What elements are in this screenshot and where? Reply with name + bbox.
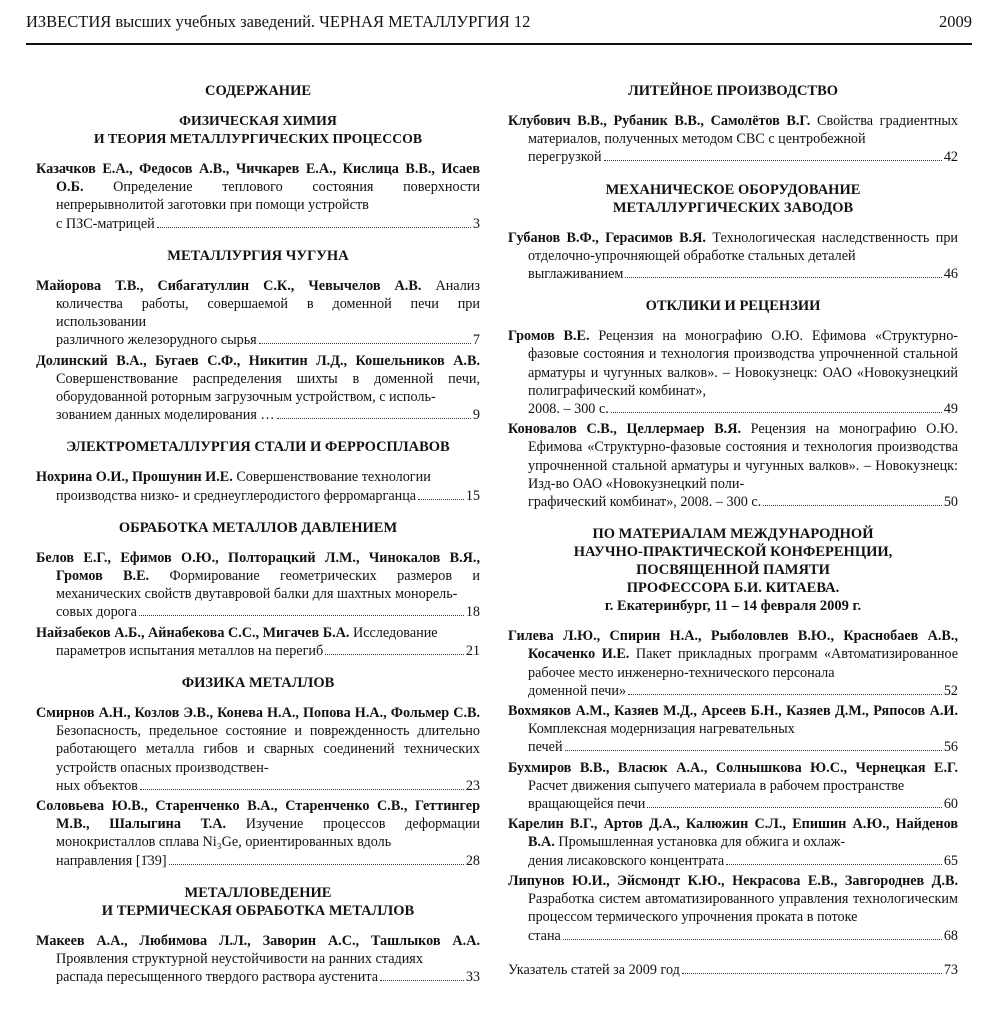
right-sections	[508, 82, 958, 945]
leader-dots	[604, 160, 942, 161]
entry-title: Формирование геометрических размеров и механических свойств двутавровой балки для шахтных монорель-	[56, 568, 480, 603]
entry-title: Рецензия на монографию О.Ю. Ефимова «Структурно-фазовые состояния и технология производства упрочненной стальной арматуры и чугунных валков». – Новокузнецк: Изд-во ОАО «Новокузнецкий поли-	[528, 421, 958, 492]
leader-dots	[418, 499, 464, 500]
entry-title-tail: стана	[528, 927, 561, 944]
entry-page-number: 50	[943, 494, 958, 511]
entry-authors: Карелин В.Г., Артов Д.А., Калюжин С.Л., Епишин А.Ю., Найденов В.А.	[508, 816, 958, 851]
toc-entry[interactable]	[36, 277, 480, 350]
entry-title: Пакет прикладных программ «Автоматизированное рабочее место инженерно-технического персонала	[528, 646, 959, 681]
toc-entry[interactable]	[508, 229, 958, 284]
entry-page-number: 15	[465, 487, 480, 504]
entry-title-tail: с ПЗС-матрицей	[56, 215, 155, 232]
section-heading-line: МЕТАЛЛУРГИЧЕСКИХ ЗАВОДОВ	[612, 199, 854, 216]
section-heading-line: ОТКЛИКИ И РЕЦЕНЗИИ	[645, 298, 821, 315]
entry-title: Изучение процессов деформации монокристаллов сплава Ni₃Ge, ориентированных вдоль	[56, 816, 481, 851]
section-heading-line: ПРОФЕССОРА Б.И. КИТАЕВА.	[626, 580, 840, 597]
entry-authors: Губанов В.Ф., Герасимов В.Я.	[508, 229, 706, 246]
toc-section	[36, 247, 480, 425]
entry-last-line	[528, 738, 958, 756]
toc-entry[interactable]	[508, 759, 958, 814]
entry-title-tail: выглаживанием	[528, 266, 624, 283]
article-index-line[interactable]	[508, 961, 958, 979]
entry-title-tail: производства низко- и среднеуглеродистого ферромарганца	[56, 487, 417, 504]
section-heading-line: НАУЧНО-ПРАКТИЧЕСКОЙ КОНФЕРЕНЦИИ,	[573, 544, 893, 561]
section-heading	[36, 884, 480, 920]
toc-entry[interactable]	[508, 627, 958, 700]
entry-page-number: 56	[943, 739, 958, 756]
entry-last-line	[56, 406, 480, 424]
entry-page-number: 18	[465, 604, 480, 621]
toc-entry[interactable]	[36, 549, 480, 622]
entry-page-number: 9	[472, 407, 480, 424]
leader-dots	[277, 418, 471, 419]
leader-dots	[625, 277, 941, 278]
entry-title-tail: ных объектов	[56, 777, 138, 794]
entry-authors: Гилева Л.Ю., Спирин Н.А., Рыболовлев В.Ю., Краснобаев А.В., Косаченко И.Е.	[508, 628, 958, 663]
leader-dots	[380, 980, 464, 981]
entry-title: Технологическая наследственность при отделочно-упрочняющей обработке стальных деталей	[528, 229, 959, 264]
entry-title-tail: перегрузкой	[528, 149, 602, 166]
toc-section	[508, 82, 958, 167]
section-heading-line: И ТЕРМИЧЕСКАЯ ОБРАБОТКА МЕТАЛЛОВ	[101, 902, 415, 919]
leader-dots	[157, 227, 471, 228]
entry-page-number: 23	[465, 777, 480, 794]
toc-section	[36, 674, 480, 870]
entry-title: Безопасность, предельное состояние и поврежденность длительно работающего металла гибов и сварных соединений технических устройств опасных производствен-	[56, 723, 480, 776]
entry-page-number: 49	[943, 401, 958, 418]
entry-last-line	[56, 487, 480, 505]
toc-section	[36, 112, 480, 233]
section-note: г. Екатеринбург, 11 – 14 февраля 2009 г.	[604, 598, 862, 615]
entry-authors: Громов В.Е.	[508, 328, 590, 345]
toc-entry[interactable]	[36, 797, 480, 870]
entry-last-line	[56, 331, 480, 349]
toc-section	[508, 181, 958, 284]
entry-authors: Долинский В.А., Бугаев С.Ф., Никитин Л.Д., Кошельников А.В.	[36, 352, 480, 369]
entry-title: Комплексная модернизация нагревательных	[528, 721, 795, 738]
entry-page-number: 68	[943, 927, 958, 944]
section-heading	[508, 181, 958, 217]
leader-dots	[628, 694, 942, 695]
leader-dots	[647, 807, 941, 808]
entry-authors: Смирнов А.Н., Козлов Э.В., Конева Н.А., Попова Н.А., Фольмер С.В.	[36, 705, 480, 722]
leader-dots	[140, 789, 464, 790]
issue-year: 2009	[939, 12, 972, 31]
toc-entry[interactable]	[508, 420, 958, 511]
entry-authors: Липунов Ю.И., Эйсмондт К.Ю., Некрасова Е.В., Завгороднев Д.В.	[508, 872, 958, 889]
section-heading-line: И ТЕОРИЯ МЕТАЛЛУРГИЧЕСКИХ ПРОЦЕССОВ	[93, 131, 423, 146]
running-header	[26, 12, 972, 38]
toc-entry[interactable]	[36, 468, 480, 504]
entry-last-line	[528, 148, 958, 166]
entry-title: Рецензия на монографию О.Ю. Ефимова «Структурно-фазовые состояния и технология производства упрочненной стальной арматуры и чугунных валков». – Новокузнецк: ОАО «Новокузнецкий полиграфический комбинат»,	[528, 328, 959, 399]
entry-last-line	[528, 493, 958, 511]
article-index-page: 73	[943, 961, 958, 978]
toc-entry[interactable]	[36, 352, 480, 425]
section-heading-line: МЕТАЛЛУРГИЯ ЧУГУНА	[167, 247, 349, 264]
leader-dots	[611, 412, 942, 413]
entry-title-tail: совых дорога	[56, 604, 137, 621]
entry-title: Разработка систем автоматизированного управления технологическим процессом термического упрочнения проката в потоке	[528, 891, 958, 926]
left-column	[36, 82, 480, 1001]
entry-title-tail: распада пересыщенного твердого раствора аустенита	[56, 969, 378, 986]
entry-page-number: 46	[943, 266, 958, 283]
toc-entry[interactable]	[36, 160, 480, 233]
entry-authors: Бухмиров В.В., Власюк А.А., Солнышкова Ю.С., Чернецкая Е.Г.	[508, 759, 958, 776]
section-heading	[508, 82, 958, 100]
section-heading	[508, 525, 958, 615]
toc-entry[interactable]	[508, 327, 958, 418]
entry-page-number: 60	[943, 796, 958, 813]
entry-authors: Коновалов С.В., Целлермаер В.Я.	[508, 421, 742, 438]
entry-last-line	[56, 603, 480, 621]
entry-page-number: 3	[472, 215, 480, 232]
section-heading-line: МЕХАНИЧЕСКОЕ ОБОРУДОВАНИЕ	[605, 181, 861, 198]
entry-title-tail: вращающейся печи	[528, 796, 646, 813]
toc-entry[interactable]	[508, 702, 958, 757]
section-heading-line: ЛИТЕЙНОЕ ПРОИЗВОДСТВО	[627, 83, 839, 99]
article-index-label: Указатель статей за 2009 год	[508, 961, 680, 978]
entry-authors: Вохмяков А.М., Казяев М.Д., Арсеев Б.Н., Казяев Д.М., Ряпосов А.И.	[508, 703, 958, 720]
entry-last-line	[528, 400, 958, 418]
entry-title: Расчет движения сыпучего материала в рабочем пространстве	[528, 777, 905, 794]
entry-title-tail: различного железорудного сырья	[56, 332, 257, 349]
leader-dots	[325, 654, 464, 655]
entry-authors: Нохрина О.И., Прошунин И.Е.	[36, 469, 233, 486]
entry-last-line	[56, 642, 480, 660]
toc-entry[interactable]	[36, 624, 480, 660]
entry-title-tail: 2008. – 300 с.	[528, 401, 609, 418]
entry-title-tail: дения лисаковского концентрата	[528, 852, 725, 869]
toc-entry[interactable]	[36, 932, 480, 987]
entry-authors: Майорова Т.В., Сибагатуллин С.К., Чевычелов А.В.	[36, 277, 422, 294]
section-heading-line: МЕТАЛЛОВЕДЕНИЕ	[184, 884, 332, 901]
entry-title: Промышленная установка для обжига и охлаж-	[558, 834, 846, 851]
header-rule	[26, 43, 972, 45]
section-heading	[36, 674, 480, 692]
entry-title: Проявления структурной неустойчивости на ранних стадиях	[56, 951, 423, 968]
entry-authors: Белов Е.Г., Ефимов О.Ю., Полторацкий Л.М., Чинокалов В.Я., Громов В.Е.	[36, 549, 480, 585]
toc-entry[interactable]	[36, 704, 480, 795]
entry-page-number: 7	[472, 332, 480, 349]
leader-dots	[139, 615, 464, 616]
entry-title: Совершенствование распределения шихты в доменной печи, оборудованной роторным загрузочным устройством, с исполь-	[56, 370, 480, 406]
entry-title: Исследование	[352, 624, 438, 641]
entry-title: Определение теплового состояния поверхности непрерывнолитой заготовки при помощи устройств	[56, 179, 481, 214]
toc-section	[36, 519, 480, 660]
leader-dots	[563, 939, 942, 940]
left-sections	[36, 112, 480, 987]
toc-section	[508, 525, 958, 944]
toc-section	[36, 884, 480, 987]
entry-title: Свойства градиентных материалов, полученных методом СВС с центробежной	[528, 113, 959, 148]
entry-title-tail: графический комбинат», 2008. – 300 с.	[528, 494, 762, 511]
entry-authors: Найзабеков А.Б., Айнабекова С.С., Мигачев Б.А.	[36, 624, 350, 641]
leader-dots	[259, 343, 471, 344]
journal-title: ИЗВЕСТИЯ высших учебных заведений. ЧЕРНАЯ МЕТАЛЛУРГИЯ 12	[26, 12, 531, 31]
section-heading-line: ЭЛЕКТРОМЕТАЛЛУРГИЯ СТАЛИ И ФЕРРОСПЛАВОВ	[66, 439, 450, 456]
section-heading-line: ПОСВЯЩЕННОЙ ПАМЯТИ	[636, 562, 830, 579]
right-column	[508, 82, 958, 979]
entry-last-line	[528, 795, 958, 813]
toc-section	[36, 438, 480, 504]
section-heading	[36, 519, 480, 537]
leader-dots	[763, 505, 942, 506]
leader-dots	[565, 750, 942, 751]
entry-page-number: 52	[943, 682, 958, 699]
section-heading	[36, 112, 480, 148]
toc-entry[interactable]	[508, 112, 958, 167]
entry-title-tail: зованием данных моделирования …	[56, 407, 275, 424]
toc-entry[interactable]	[508, 815, 958, 870]
entry-page-number: 42	[943, 149, 958, 166]
toc-entry[interactable]	[508, 872, 958, 945]
entry-title: Совершенствование технологии	[236, 469, 431, 486]
entry-last-line	[528, 265, 958, 283]
section-heading	[508, 297, 958, 315]
entry-last-line	[56, 852, 480, 870]
section-heading-line: ОБРАБОТКА МЕТАЛЛОВ ДАВЛЕНИЕМ	[118, 519, 398, 536]
entry-title-tail: печей	[528, 739, 563, 756]
contents-title: СОДЕРЖАНИЕ	[204, 83, 312, 99]
entry-authors: Клубович В.В., Рубаник В.В., Самолётов В.Г.	[508, 113, 811, 129]
entry-authors: Соловьева Ю.В., Старенченко В.А., Старенченко С.В., Геттингер М.В., Шалыгина Т.А.	[36, 798, 480, 833]
section-heading-line: ФИЗИКА МЕТАЛЛОВ	[181, 675, 335, 692]
section-heading-line: ПО МАТЕРИАЛАМ МЕЖДУНАРОДНОЙ	[592, 526, 874, 543]
toc-section	[508, 297, 958, 511]
entry-page-number: 28	[465, 852, 480, 869]
leader-dots	[726, 864, 942, 865]
entry-authors: Казачков Е.А., Федосов А.В., Чичкарев Е.А., Кислица В.В., Исаев О.Б.	[36, 161, 480, 196]
entry-last-line	[56, 968, 480, 986]
entry-page-number: 21	[465, 642, 480, 659]
section-heading	[36, 247, 480, 265]
entry-authors: Макеев А.А., Любимова Л.Л., Заворин А.С., Ташлыков А.А.	[36, 932, 480, 949]
entry-page-number: 65	[943, 852, 958, 869]
entry-title-tail: доменной печи»	[528, 682, 627, 699]
entry-title: Анализ количества работы, совершаемой в доменной печи при использовании	[56, 277, 481, 331]
leader-dots	[169, 864, 464, 865]
entry-last-line	[528, 682, 958, 700]
entry-last-line	[56, 215, 480, 233]
entry-last-line	[528, 852, 958, 870]
section-heading	[36, 438, 480, 456]
entry-last-line	[528, 927, 958, 945]
entry-title-tail: параметров испытания металлов на перегиб	[56, 642, 324, 659]
entry-last-line	[56, 777, 480, 795]
entry-page-number: 33	[465, 969, 480, 986]
leader-dots	[682, 973, 942, 974]
section-heading-line: ФИЗИЧЕСКАЯ ХИМИЯ	[179, 113, 337, 128]
entry-title-tail: направления [1̄39]	[56, 852, 167, 869]
